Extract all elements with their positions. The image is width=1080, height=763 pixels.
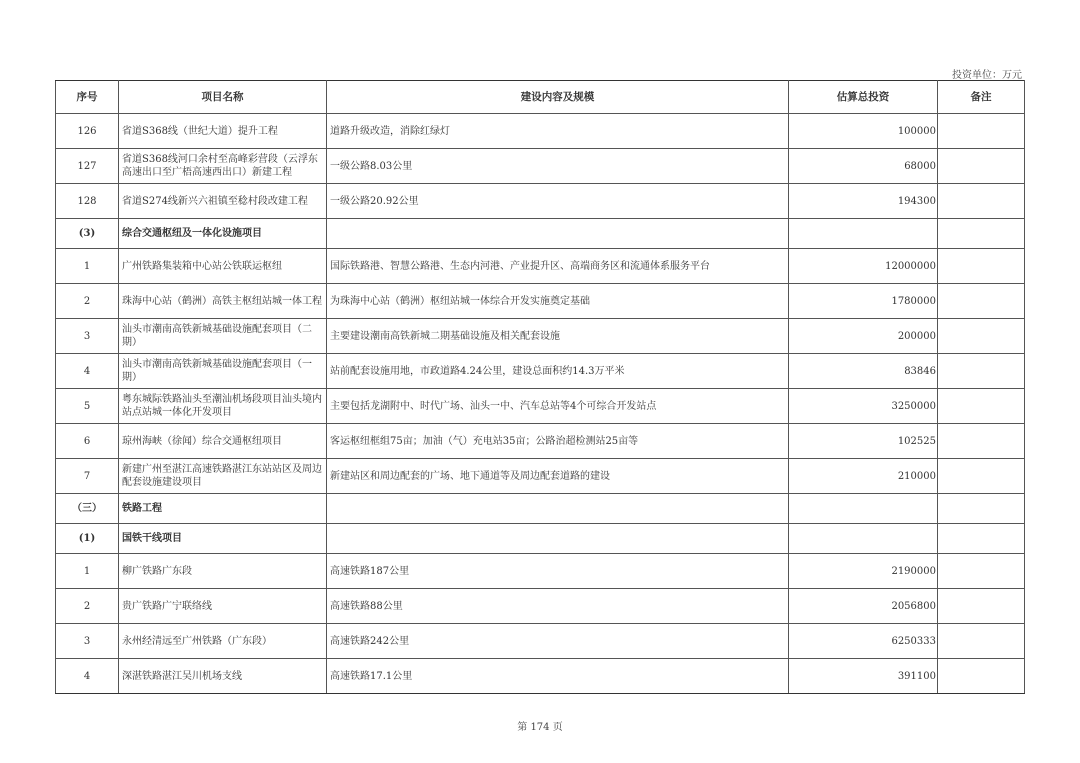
row-project-name: 贵广铁路广宁联络线 bbox=[119, 589, 327, 624]
row-seq: 126 bbox=[56, 114, 119, 149]
row-project-name: 汕头市潮南高铁新城基础设施配套项目（一期） bbox=[119, 354, 327, 389]
row-seq: 4 bbox=[56, 354, 119, 389]
page-number: 第 174 页 bbox=[517, 722, 563, 733]
table-header-row bbox=[56, 81, 1025, 114]
row-project-name: 柳广铁路广东段 bbox=[119, 554, 327, 589]
row-project-name: 国铁干线项目 bbox=[119, 524, 327, 554]
row-project-name: 珠海中心站（鹤洲）高铁主枢纽站城一体工程 bbox=[119, 284, 327, 319]
row-remark bbox=[938, 554, 1025, 589]
row-seq: （三） bbox=[56, 494, 119, 524]
row-content: 一级公路20.92公里 bbox=[327, 184, 789, 219]
row-project-name: 广州铁路集装箱中心站公铁联运枢纽 bbox=[119, 249, 327, 284]
table-row bbox=[56, 659, 1025, 694]
row-content: 高速铁路242公里 bbox=[327, 624, 789, 659]
row-content: 道路升级改造，消除红绿灯 bbox=[327, 114, 789, 149]
table-row bbox=[56, 184, 1025, 219]
row-project-name: 深湛铁路湛江吴川机场支线 bbox=[119, 659, 327, 694]
row-seq: 2 bbox=[56, 284, 119, 319]
row-remark bbox=[938, 424, 1025, 459]
section-row bbox=[56, 524, 1025, 554]
table-row bbox=[56, 424, 1025, 459]
row-content: 站前配套设施用地，市政道路4.24公里，建设总面积约14.3万平米 bbox=[327, 354, 789, 389]
row-project-name: 汕头市潮南高铁新城基础设施配套项目（二期） bbox=[119, 319, 327, 354]
row-seq: 1 bbox=[56, 554, 119, 589]
row-investment: 6250333 bbox=[789, 624, 938, 659]
row-remark bbox=[938, 184, 1025, 219]
section-row bbox=[56, 494, 1025, 524]
row-project-name: 省道S368线（世纪大道）提升工程 bbox=[119, 114, 327, 149]
table-row bbox=[56, 114, 1025, 149]
row-content: 客运枢纽框组75亩；加油（气）充电站35亩；公路治超检测站25亩等 bbox=[327, 424, 789, 459]
row-seq: 128 bbox=[56, 184, 119, 219]
row-project-name: 铁路工程 bbox=[119, 494, 327, 524]
row-seq: 4 bbox=[56, 659, 119, 694]
header-investment: 估算总投资 bbox=[789, 81, 938, 114]
project-table bbox=[55, 80, 1025, 694]
row-remark bbox=[938, 114, 1025, 149]
row-project-name: 省道S368线河口余村至高峰彩营段（云浮东高速出口至广梧高速西出口）新建工程 bbox=[119, 149, 327, 184]
row-seq: (1) bbox=[56, 524, 119, 554]
table-row bbox=[56, 249, 1025, 284]
header-content: 建设内容及规模 bbox=[327, 81, 789, 114]
table-row bbox=[56, 284, 1025, 319]
row-remark bbox=[938, 624, 1025, 659]
row-remark bbox=[938, 524, 1025, 554]
row-content: 一级公路8.03公里 bbox=[327, 149, 789, 184]
row-project-name: 新建广州至湛江高速铁路湛江东站站区及周边配套设施建设项目 bbox=[119, 459, 327, 494]
row-project-name: 永州经清远至广州铁路（广东段） bbox=[119, 624, 327, 659]
row-project-name: 综合交通枢纽及一体化设施项目 bbox=[119, 219, 327, 249]
row-investment bbox=[789, 494, 938, 524]
row-seq: 2 bbox=[56, 589, 119, 624]
row-content: 新建站区和周边配套的广场、地下通道等及周边配套道路的建设 bbox=[327, 459, 789, 494]
row-content: 国际铁路港、智慧公路港、生态内河港、产业提升区、高端商务区和流通体系服务平台 bbox=[327, 249, 789, 284]
header-remark: 备注 bbox=[938, 81, 1025, 114]
row-investment: 12000000 bbox=[789, 249, 938, 284]
row-seq: 6 bbox=[56, 424, 119, 459]
row-investment: 3250000 bbox=[789, 389, 938, 424]
row-seq: 127 bbox=[56, 149, 119, 184]
row-investment: 102525 bbox=[789, 424, 938, 459]
row-investment: 2056800 bbox=[789, 589, 938, 624]
row-remark bbox=[938, 589, 1025, 624]
row-content bbox=[327, 524, 789, 554]
row-seq: 3 bbox=[56, 624, 119, 659]
header-project-name: 项目名称 bbox=[119, 81, 327, 114]
table-row bbox=[56, 389, 1025, 424]
row-content bbox=[327, 219, 789, 249]
row-remark bbox=[938, 659, 1025, 694]
row-investment: 83846 bbox=[789, 354, 938, 389]
row-seq: 7 bbox=[56, 459, 119, 494]
row-content: 高速铁路187公里 bbox=[327, 554, 789, 589]
row-remark bbox=[938, 494, 1025, 524]
table-row bbox=[56, 354, 1025, 389]
row-remark bbox=[938, 319, 1025, 354]
row-remark bbox=[938, 354, 1025, 389]
table-row bbox=[56, 589, 1025, 624]
row-content: 高速铁路17.1公里 bbox=[327, 659, 789, 694]
row-project-name: 琼州海峡（徐闻）综合交通枢纽项目 bbox=[119, 424, 327, 459]
table-row bbox=[56, 149, 1025, 184]
row-seq: (3) bbox=[56, 219, 119, 249]
row-project-name: 粤东城际铁路汕头至潮汕机场段项目汕头境内站点站城一体化开发项目 bbox=[119, 389, 327, 424]
row-investment: 194300 bbox=[789, 184, 938, 219]
row-remark bbox=[938, 219, 1025, 249]
row-investment: 68000 bbox=[789, 149, 938, 184]
table-row bbox=[56, 554, 1025, 589]
row-seq: 3 bbox=[56, 319, 119, 354]
row-seq: 1 bbox=[56, 249, 119, 284]
row-remark bbox=[938, 249, 1025, 284]
table-row bbox=[56, 459, 1025, 494]
row-investment: 2190000 bbox=[789, 554, 938, 589]
row-content bbox=[327, 494, 789, 524]
header-seq: 序号 bbox=[56, 81, 119, 114]
row-investment: 100000 bbox=[789, 114, 938, 149]
row-investment bbox=[789, 219, 938, 249]
row-investment bbox=[789, 524, 938, 554]
section-row bbox=[56, 219, 1025, 249]
investment-unit-label: 投资单位：万元 bbox=[952, 70, 1022, 81]
table-row bbox=[56, 624, 1025, 659]
row-content: 为珠海中心站（鹤洲）枢纽站城一体综合开发实施奠定基础 bbox=[327, 284, 789, 319]
row-content: 主要建设潮南高铁新城二期基础设施及相关配套设施 bbox=[327, 319, 789, 354]
row-investment: 1780000 bbox=[789, 284, 938, 319]
row-investment: 210000 bbox=[789, 459, 938, 494]
row-project-name: 省道S274线新兴六祖镇至稔村段改建工程 bbox=[119, 184, 327, 219]
row-remark bbox=[938, 389, 1025, 424]
row-remark bbox=[938, 149, 1025, 184]
row-remark bbox=[938, 459, 1025, 494]
row-content: 主要包括龙湖附中、时代广场、汕头一中、汽车总站等4个可综合开发站点 bbox=[327, 389, 789, 424]
row-seq: 5 bbox=[56, 389, 119, 424]
table-row bbox=[56, 319, 1025, 354]
row-investment: 391100 bbox=[789, 659, 938, 694]
row-investment: 200000 bbox=[789, 319, 938, 354]
row-content: 高速铁路88公里 bbox=[327, 589, 789, 624]
row-remark bbox=[938, 284, 1025, 319]
